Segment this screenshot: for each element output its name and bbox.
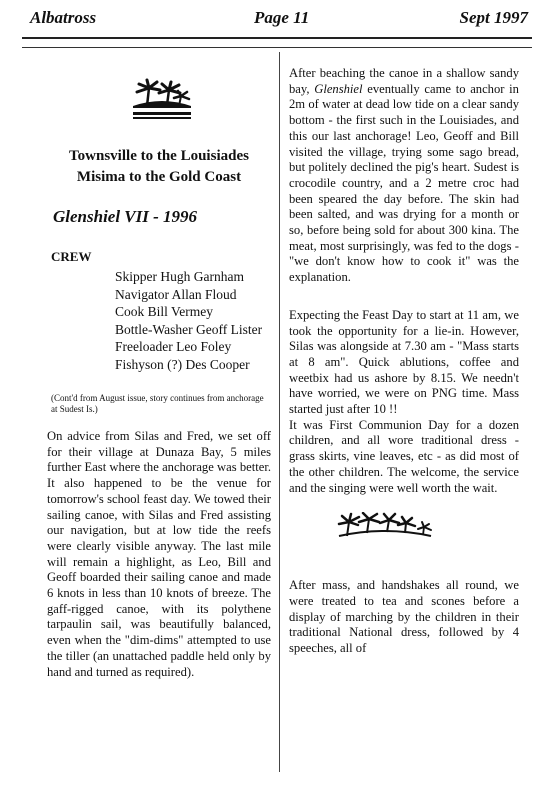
crew-member: Skipper Hugh Garnham bbox=[115, 269, 244, 284]
crew-member: Cook Bill Vermey bbox=[115, 304, 214, 319]
header-rule-thick bbox=[22, 37, 532, 39]
right-column bbox=[289, 66, 519, 657]
continued-note: (Cont'd from August issue, story continues from anchorage at Sudest Is.) bbox=[51, 393, 264, 414]
column-divider bbox=[279, 52, 280, 772]
body-paragraph bbox=[289, 66, 519, 286]
title-line-2: Misima to the Gold Coast bbox=[76, 169, 242, 185]
crew-heading: CREW bbox=[51, 249, 92, 264]
issue-date: Sept 1997 bbox=[459, 8, 528, 27]
crew-member: Freeloader Leo Foley bbox=[115, 339, 232, 354]
header-rule-thin bbox=[22, 47, 532, 48]
text-run: After beaching the canoe in a shallow sandy bay, bbox=[289, 66, 519, 96]
newsletter-name: Albatross bbox=[30, 8, 97, 27]
crew-member: Navigator Allan Floud bbox=[115, 286, 237, 302]
crew-member: Bottle-Washer Geoff Lister bbox=[115, 321, 263, 337]
page-number: Page 11 bbox=[254, 8, 310, 27]
page-header bbox=[22, 8, 534, 32]
palm-island-icon bbox=[337, 512, 433, 548]
body-paragraph: It was First Communion Day for a dozen children, and all wore traditional dress - grass skirts, vine leaves, etc - as did most of the other children. The welcome, the service and the singing were well worth the wait. bbox=[289, 417, 519, 495]
crew-member: Fishyson (?) Des Cooper bbox=[115, 356, 250, 372]
palm-island-icon bbox=[133, 78, 191, 122]
body-paragraph: After mass, and handshakes all round, we were treated to tea and scones before a display of marching by the children in their traditional National dress, followed by 4 speeches, all of bbox=[289, 578, 519, 656]
crew-list bbox=[115, 268, 271, 373]
text-run: eventually came to anchor in 2m of water at dead low tide on a clear sandy bottom - the first such in the Louisiades, and this our last anchorage! Leo, Geoff and Bill visited the village, trying some sago bread, but politely declined the pig's heart. Sudest is crocodile country, and a 2 metre croc had been speared the day before. The skin had been salted, and was drying for a month or so, before being sold for about 300 kina. The meat, most surprisingly, was fed to the dogs - "we don't know how to cook it" was the explanation. bbox=[289, 81, 519, 285]
left-column bbox=[47, 70, 271, 680]
boat-heading: Glenshiel VII - 1996 bbox=[53, 207, 198, 226]
body-paragraph: Expecting the Feast Day to start at 11 am, we took the opportunity for a lie-in. However, Silas was alongside at 7.30 am - "Mass starts at 8 am". Quick ablutions, coffee and weetbix had us ashore by 8.15. We needn't have worried, we were on PNG time. Mass started just after 10 !! bbox=[289, 307, 519, 417]
body-paragraph: On advice from Silas and Fred, we set off for their village at Dunaza Bay, 5 miles further East where the anchorage was better. It also happened to be the venue for tomorrow's school feast day. We towed their sailing canoe, with Silas and Fred assisting our navigation, but at low tide the reefs were clearly visible anyway. The last mile will remain a highlight, as Leo, Bill and Geoff boarded their sailing canoe and made 6 knots in less than 10 knots of breeze. The gaff-rigged canoe, with its polythene tarpaulin sail, was beautifully balanced, even when the "dim-dims" attempted to use the tiller (an unattached paddle held only by hand and turned as required). bbox=[47, 429, 271, 679]
boat-name: Glenshiel bbox=[314, 81, 363, 96]
title-line-1: Townsville to the Louisiades bbox=[69, 148, 249, 164]
article-title bbox=[47, 146, 271, 188]
